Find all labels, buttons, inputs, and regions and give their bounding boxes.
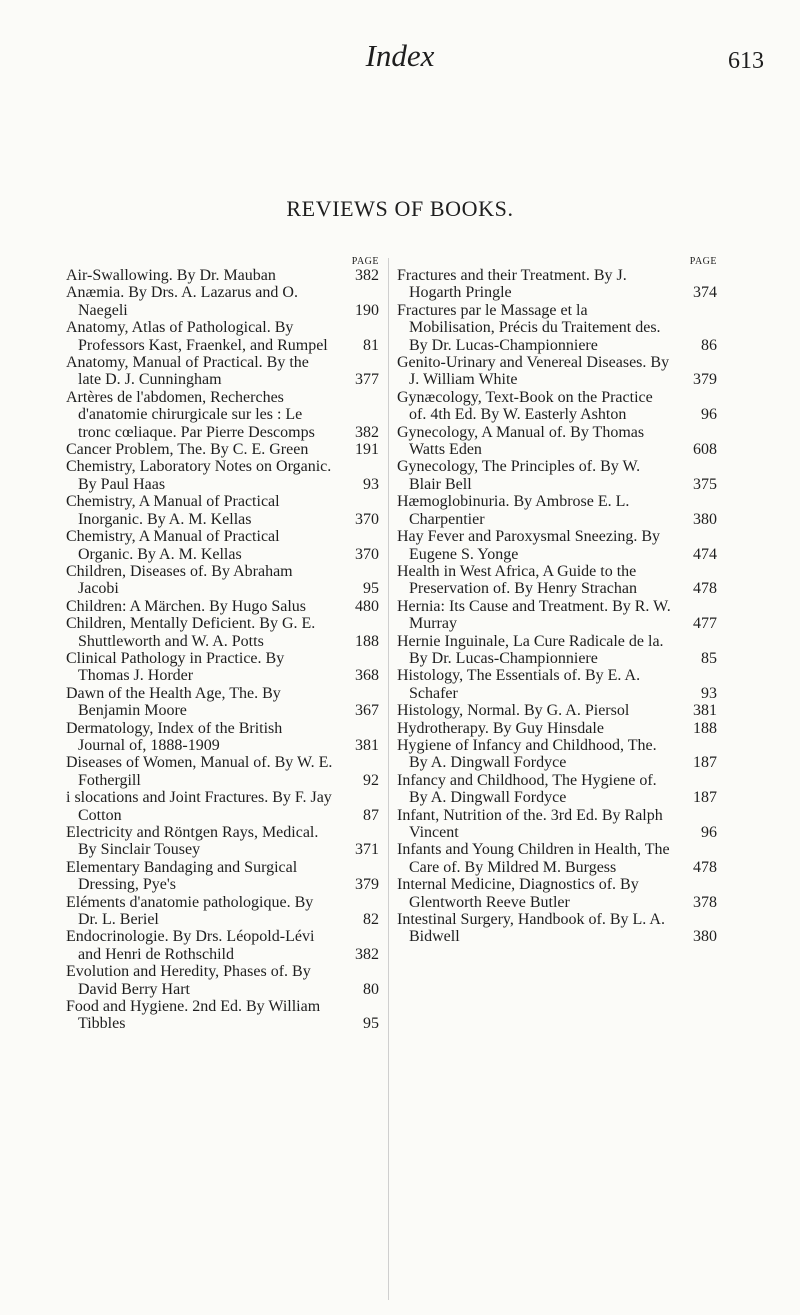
- entry-title: Genito-Urinary and Venereal Diseases. By J. William White: [397, 354, 670, 389]
- entry-title: Hydrotherapy. By Guy Hinsdale: [397, 719, 604, 737]
- entry-page-number: 367: [355, 702, 379, 720]
- entry-page-number: 370: [355, 545, 379, 563]
- entry-page-number: 95: [363, 1015, 379, 1033]
- entry-title: Artères de l'abdomen, Recherches d'anatomie chirurgicale sur les : Le tronc cœliaque. Par Pierre Descomps: [66, 388, 315, 441]
- index-entry: [397, 772, 717, 807]
- left-column: [66, 255, 379, 1033]
- entry-page-number: 371: [355, 841, 379, 859]
- entry-page-number: 370: [355, 510, 379, 528]
- entry-title: Gynecology, The Principles of. By W. Blair Bell: [397, 458, 641, 493]
- index-entry: [397, 563, 717, 598]
- entry-page-number: 187: [693, 754, 717, 772]
- entry-title: Hygiene of Infancy and Childhood, The. By A. Dingwall Fordyce: [397, 736, 657, 772]
- index-entry: [66, 615, 379, 650]
- index-entry: [66, 928, 379, 963]
- entry-title: Children, Diseases of. By Abraham Jacobi: [66, 562, 293, 598]
- index-entry: [66, 720, 379, 755]
- right-entry-list: [397, 267, 717, 946]
- entry-page-number: 92: [363, 771, 379, 789]
- entry-title: Intestinal Surgery, Handbook of. By L. A. Bidwell: [397, 911, 665, 946]
- entry-title: Diseases of Women, Manual of. By W. E. Fothergill: [66, 754, 333, 789]
- entry-title: Electricity and Röntgen Rays, Medical. By Sinclair Tousey: [66, 824, 319, 859]
- entry-title: Fractures par le Massage et la Mobilisation, Précis du Traitement des. By Dr. Lucas-Championniere: [397, 301, 661, 354]
- entry-page-number: 608: [693, 441, 717, 459]
- index-entry: [66, 598, 379, 615]
- entry-title: Fractures and their Treatment. By J. Hogarth Pringle: [397, 267, 627, 302]
- entry-title: Hernie Inguinale, La Cure Radicale de la. By Dr. Lucas-Championniere: [397, 632, 664, 667]
- entry-page-number: 190: [355, 301, 379, 319]
- entry-page-number: 93: [363, 475, 379, 493]
- entry-title: Hernia: Its Cause and Treatment. By R. W. Murray: [397, 597, 671, 633]
- entry-page-number: 474: [693, 545, 717, 563]
- entry-page-number: 82: [363, 911, 379, 929]
- index-entry: [397, 737, 717, 772]
- entry-page-number: 86: [701, 336, 717, 354]
- entry-page-number: 381: [693, 702, 717, 720]
- entry-title: Children: A Märchen. By Hugo Salus: [66, 597, 306, 615]
- page-column-label: PAGE: [351, 256, 379, 267]
- index-entry: [66, 824, 379, 859]
- index-entry: [66, 789, 379, 824]
- entry-title: Food and Hygiene. 2nd Ed. By William Tibbles: [66, 998, 321, 1033]
- entry-title: Clinical Pathology in Practice. By Thomas J. Horder: [66, 649, 285, 685]
- entry-title: Infancy and Childhood, The Hygiene of. By A. Dingwall Fordyce: [397, 771, 657, 807]
- entry-page-number: 380: [693, 510, 717, 528]
- entry-title: Evolution and Heredity, Phases of. By David Berry Hart: [66, 963, 311, 998]
- entry-title: Anatomy, Manual of Practical. By the late D. J. Cunningham: [66, 354, 309, 389]
- entry-title: Gynæcology, Text-Book on the Practice of. 4th Ed. By W. Easterly Ashton: [397, 388, 653, 424]
- left-entry-list: [66, 267, 379, 1033]
- index-entry: [66, 894, 379, 929]
- entry-page-number: 480: [355, 597, 379, 615]
- entry-page-number: 382: [355, 423, 379, 441]
- entry-page-number: 80: [363, 980, 379, 998]
- index-entry: [397, 389, 717, 424]
- index-entry: [66, 754, 379, 789]
- entry-title: Gynecology, A Manual of. By Thomas Watts Eden: [397, 423, 645, 459]
- entry-page-number: 81: [363, 336, 379, 354]
- entry-title: Infants and Young Children in Health, The Care of. By Mildred M. Burgess: [397, 841, 670, 876]
- index-entry: [66, 528, 379, 563]
- index-entry: [66, 319, 379, 354]
- entry-title: Histology, Normal. By G. A. Piersol: [397, 702, 630, 720]
- right-column-header: [397, 255, 717, 267]
- entry-title: Anæmia. By Drs. A. Lazarus and O. Naegeli: [66, 284, 298, 319]
- index-entry: [397, 354, 717, 389]
- entry-page-number: 378: [693, 893, 717, 911]
- index-entry: [66, 859, 379, 894]
- index-entry: [66, 998, 379, 1033]
- entry-title: Hæmoglobinuria. By Ambrose E. L. Charpentier: [397, 493, 630, 528]
- entry-title: Elementary Bandaging and Surgical Dressing, Pye's: [66, 858, 298, 894]
- left-column-header: [66, 255, 379, 267]
- entry-page-number: 478: [693, 858, 717, 876]
- entry-title: Dermatology, Index of the British Journal of, 1888-1909: [66, 719, 283, 754]
- entry-page-number: 381: [355, 736, 379, 754]
- entry-page-number: 188: [355, 632, 379, 650]
- entry-title: Histology, The Essentials of. By E. A. Schafer: [397, 667, 641, 702]
- entry-page-number: 375: [693, 475, 717, 493]
- index-entry: [66, 441, 379, 458]
- index-entry: [397, 598, 717, 633]
- entry-page-number: 188: [693, 719, 717, 737]
- index-entry: [66, 493, 379, 528]
- entry-page-number: 380: [693, 928, 717, 946]
- entry-page-number: 93: [701, 684, 717, 702]
- entry-page-number: 382: [355, 945, 379, 963]
- entry-page-number: 95: [363, 580, 379, 598]
- entry-title: i slocations and Joint Fractures. By F. Jay Cotton: [66, 789, 332, 824]
- index-entry: [397, 807, 717, 842]
- entry-page-number: 382: [355, 267, 379, 284]
- entry-page-number: 85: [701, 649, 717, 667]
- index-entry: [66, 963, 379, 998]
- entry-page-number: 187: [693, 789, 717, 807]
- index-entry: [397, 302, 717, 354]
- index-entry: [397, 528, 717, 563]
- entry-title: Infant, Nutrition of the. 3rd Ed. By Ralph Vincent: [397, 806, 663, 841]
- page-number: 613: [728, 48, 764, 74]
- index-entry: [66, 267, 379, 284]
- entry-title: Dawn of the Health Age, The. By Benjamin Moore: [66, 684, 281, 720]
- index-entry: [397, 876, 717, 911]
- index-entry: [397, 424, 717, 459]
- entry-title: Internal Medicine, Diagnostics of. By Glentworth Reeve Butler: [397, 876, 639, 911]
- entry-title: Health in West Africa, A Guide to the Preservation of. By Henry Strachan: [397, 562, 637, 598]
- entry-page-number: 379: [355, 876, 379, 894]
- index-entry: [66, 354, 379, 389]
- entry-title: Cancer Problem, The. By C. E. Green: [66, 441, 309, 459]
- entry-page-number: 87: [363, 806, 379, 824]
- index-entry: [66, 685, 379, 720]
- index-entry: [397, 841, 717, 876]
- index-entry: [66, 389, 379, 441]
- index-entry: [397, 633, 717, 668]
- index-entry: [397, 267, 717, 302]
- index-entry: [66, 284, 379, 319]
- entry-title: Hay Fever and Paroxysmal Sneezing. By Eugene S. Yonge: [397, 528, 661, 563]
- entry-page-number: 374: [693, 284, 717, 302]
- right-column: [397, 255, 717, 946]
- entry-title: Eléments d'anatomie pathologique. By Dr. L. Beriel: [66, 893, 314, 929]
- entry-title: Endocrinologie. By Drs. Léopold-Lévi and Henri de Rothschild: [66, 928, 315, 963]
- entry-title: Chemistry, A Manual of Practical Organic. By A. M. Kellas: [66, 528, 280, 563]
- entry-title: Chemistry, A Manual of Practical Inorganic. By A. M. Kellas: [66, 493, 280, 528]
- entry-title: Children, Mentally Deficient. By G. E. Shuttleworth and W. A. Potts: [66, 615, 316, 650]
- index-entry: [66, 563, 379, 598]
- entry-page-number: 368: [355, 667, 379, 685]
- entry-page-number: 478: [693, 580, 717, 598]
- entry-title: Chemistry, Laboratory Notes on Organic. By Paul Haas: [66, 458, 332, 493]
- entry-page-number: 191: [355, 441, 379, 459]
- running-header-title: Index: [365, 38, 435, 73]
- page-column-label: PAGE: [689, 256, 717, 267]
- index-entry: [397, 458, 717, 493]
- index-entry: [66, 458, 379, 493]
- entry-page-number: 379: [693, 371, 717, 389]
- entry-page-number: 96: [701, 824, 717, 841]
- index-entry: [397, 911, 717, 946]
- entry-page-number: 377: [355, 371, 379, 389]
- section-title: REVIEWS OF BOOKS.: [286, 196, 514, 221]
- index-entry: [397, 702, 717, 719]
- entry-title: Air-Swallowing. By Dr. Mauban: [66, 267, 276, 284]
- column-divider: [388, 258, 389, 1300]
- entry-page-number: 96: [701, 406, 717, 424]
- entry-page-number: 477: [693, 615, 717, 633]
- index-entry: [66, 650, 379, 685]
- entry-title: Anatomy, Atlas of Pathological. By Professors Kast, Fraenkel, and Rumpel: [66, 319, 328, 354]
- index-entry: [397, 667, 717, 702]
- index-entry: [397, 720, 717, 737]
- index-entry: [397, 493, 717, 528]
